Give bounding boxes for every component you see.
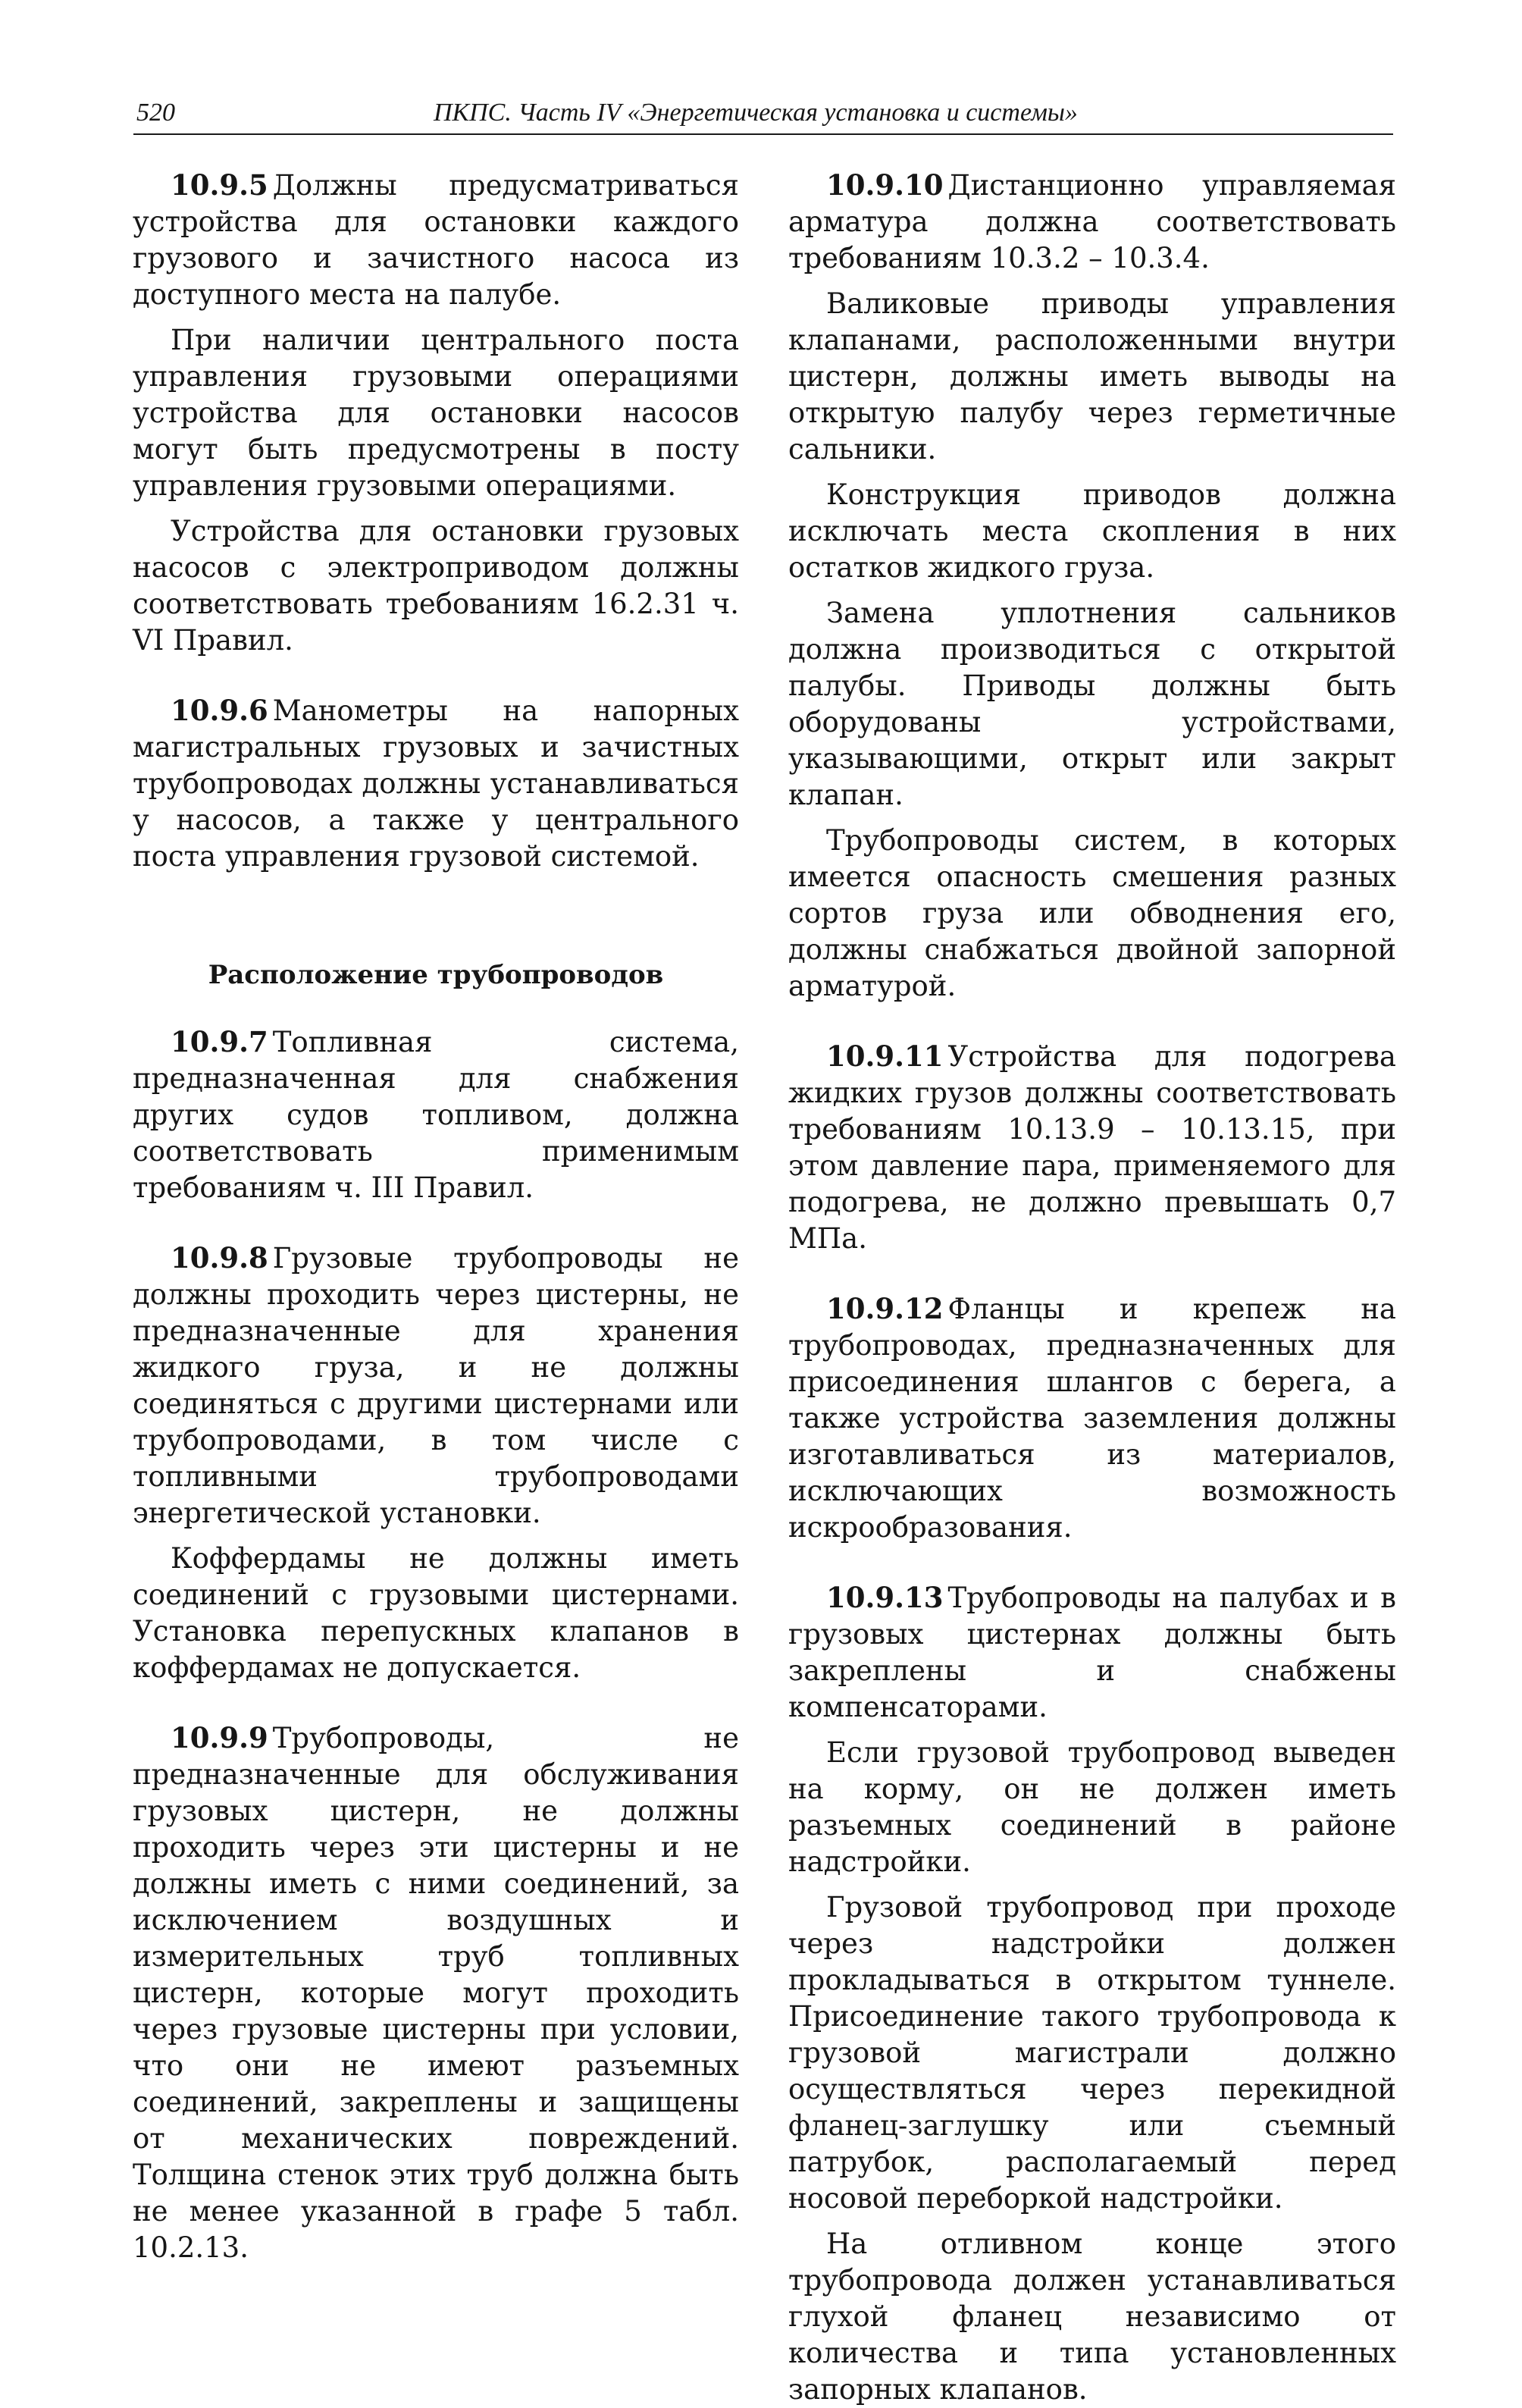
paragraph-10-9-13 [788,1579,1396,1726]
clause-number: 10.9.11 [826,1039,944,1073]
paragraph: Конструкция приводов должна исключать места скопления в них остатков жидкого груза. [788,478,1396,584]
clause-number: 10.9.9 [171,1721,268,1754]
clause-number: 10.9.13 [826,1581,944,1614]
clause-text: Устройства для подогрева жидких грузов должны соответствовать требованиям 10.13.9 – 10.13.15, при этом давление пара, применяемого для подогрева, не должно превышать 0,7 МПа. [788,1040,1396,1255]
clause-text: Топливная система, предназначенная для снабжения других судов топливом, должна соответствовать применимым требованиям ч. III Правил. [133,1026,739,1204]
clause-text: Должны предусматриваться устройства для остановки каждого грузового и зачистного насоса из доступного места на палубе. [133,169,739,311]
paragraph-10-9-5 [133,167,739,313]
clause-number: 10.9.6 [171,694,268,727]
clause-text: Трубопроводы на палубах и в грузовых цистернах должны быть закреплены и снабжены компенсаторами. [788,1582,1396,1723]
paragraph: Если грузовой трубопровод выведен на корму, он не должен иметь разъемных соединений в районе надстройки. [788,1736,1396,1878]
section-heading: Расположение трубопроводов [208,960,664,990]
paragraph: Валиковые приводы управления клапанами, расположенными внутри цистерн, должны иметь выводы на открытую палубу через герметичные сальники. [788,287,1396,466]
paragraph: Коффердамы не должны иметь соединений с грузовыми цистернами. Установка перепускных клапанов в коффердамах не допускается. [133,1542,739,1684]
paragraph-10-9-7 [133,1024,739,1206]
running-title: ПКПС. Часть IV «Энергетическая установка и системы» [434,99,1078,127]
paragraph: На отливном конце этого трубопровода должен устанавливаться глухой фланец независимо от количества и типа установленных запорных клапанов. [788,2228,1396,2406]
clause-text: Трубопроводы, не предназначенные для обслуживания грузовых цистерн, не должны проходить через эти цистерны и не должны иметь с ними соединений, за исключением воздушных и измерительных труб топливных цистерн, которые могут проходить через грузовые цистерны при условии, что они не имеют разъемных соединений, закреплены и защищены от механических повреждений. Толщина стенок этих труб должна быть не менее указанной в графе 5 табл. 10.2.13. [133,1722,739,2264]
clause-number: 10.9.5 [171,168,268,202]
clause-number: 10.9.8 [171,1241,268,1275]
paragraph: Устройства для остановки грузовых насосов с электроприводом должны соответствовать требованиям 16.2.31 ч. VI Правил. [133,515,739,657]
clause-number: 10.9.7 [171,1025,268,1058]
right-column [788,167,1396,2408]
page-number: 520 [136,99,175,127]
paragraph-10-9-12 [788,1290,1396,1546]
paragraph-10-9-6 [133,692,739,875]
paragraph-10-9-10 [788,167,1396,277]
paragraph-10-9-8 [133,1240,739,1532]
paragraph: При наличии центрального поста управления грузовыми операциями устройства для остановки насосов могут быть предусмотрены в посту управления грузовыми операциями. [133,324,739,502]
paragraph-10-9-9 [133,1720,739,2266]
clause-number: 10.9.12 [826,1292,944,1325]
clause-text: Фланцы и крепеж на трубопроводах, предназначенных для присоединения шлангов с берега, а также устройства заземления должны изготавливаться из материалов, исключающих возможность искрообразования. [788,1293,1396,1544]
paragraph: Трубопроводы систем, в которых имеется опасность смешения разных сортов груза или обводнения его, должны снабжаться двойной запорной арматурой. [788,824,1396,1002]
paragraph: Грузовой трубопровод при проходе через надстройки должен прокладываться в открытом туннеле. Присоединение такого трубопровода к грузовой магистрали должно осуществляться через перекидной фланец-заглушку или съемный патрубок, располагаемый перед носовой переборкой надстройки. [788,1891,1396,2215]
clause-text: Манометры на напорных магистральных грузовых и зачистных трубопроводах должны устанавливаться у насосов, а также у центрального поста управления грузовой системой. [133,694,739,873]
paragraph: Замена уплотнения сальников должна производиться с открытой палубы. Приводы должны быть оборудованы устройствами, указывающими, открыт или закрыт клапан. [788,597,1396,811]
page-header [133,97,1393,135]
paragraph-10-9-11 [788,1038,1396,1257]
clause-number: 10.9.10 [826,168,944,202]
clause-text: Грузовые трубопроводы не должны проходить через цистерны, не предназначенные для хранения жидкого груза, и не должны соединяться с другими цистернами или трубопроводами, в том числе с топливными трубопроводами энергетической установки. [133,1242,739,1529]
clause-text: Дистанционно управляемая арматура должна соответствовать требованиям 10.3.2 – 10.3.4. [788,169,1396,274]
left-column [133,167,739,2266]
